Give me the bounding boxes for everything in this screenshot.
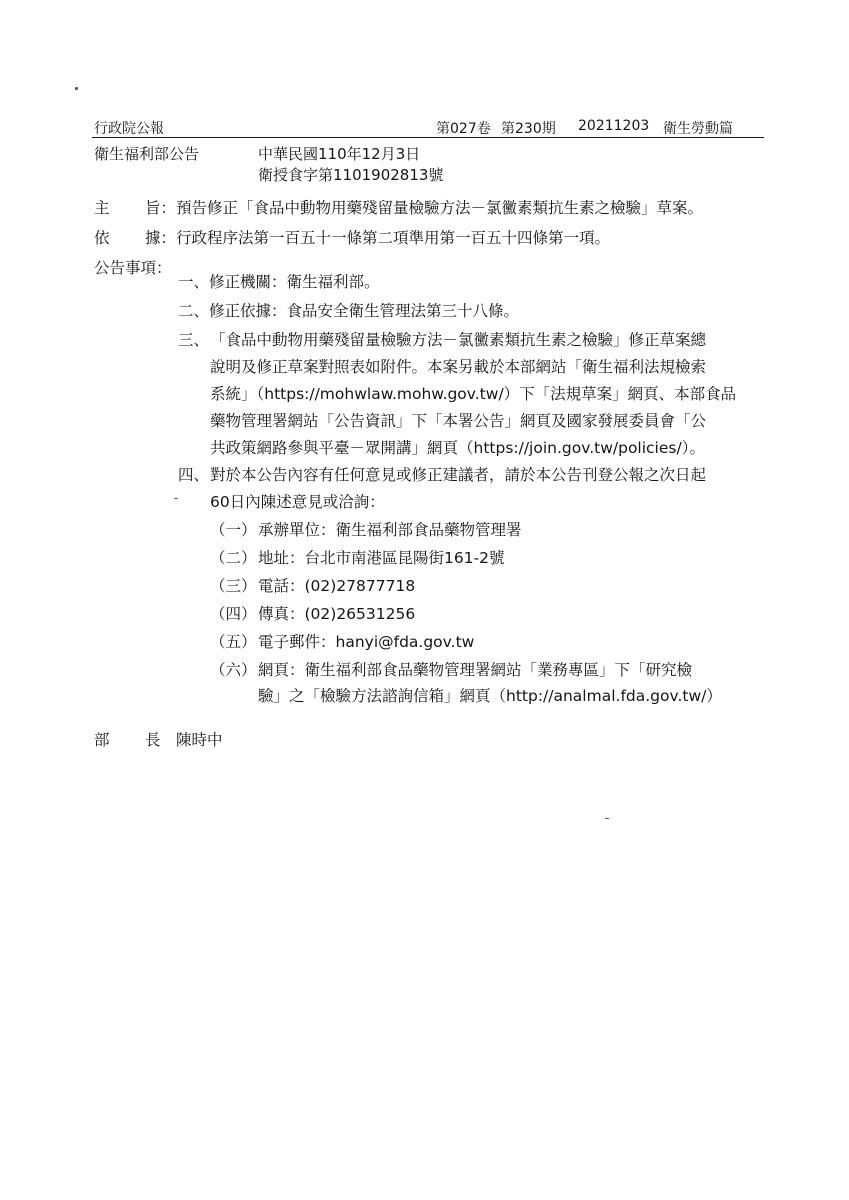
section-label: 衛生勞動篇 (663, 121, 733, 137)
header-rule (92, 137, 764, 138)
signature-title-2: 長 (145, 731, 161, 749)
issuer-name: 衛生福利部公告 (94, 145, 200, 163)
issue-date: 20211203 (578, 118, 650, 134)
basis-text: 行政程序法第一百五十一條第二項準用第一百五十四條第一項。 (176, 229, 611, 247)
subject-text: 預告修正「食品中動物用藥殘留量檢驗方法－氯黴素類抗生素之檢驗」草案。 (176, 199, 704, 217)
item-3-line: 「食品中動物用藥殘留量檢驗方法－氯黴素類抗生素之檢驗」修正草案總 (210, 331, 707, 349)
contact-phone: 電話：(02)27877718 (258, 577, 416, 595)
basis-label-2: 據： (145, 229, 177, 247)
item-3-line: 共政策網路參與平臺－眾開講」網頁（https://join.gov.tw/policies/）。 (210, 439, 705, 457)
issue-label: 第230期 (501, 121, 556, 137)
scan-speck (605, 818, 609, 819)
item-4-line: 對於本公告內容有任何意見或修正建議者，請於本公告刊登公報之次日起 (210, 466, 707, 484)
contact-number: （四） (210, 605, 257, 623)
document-number: 衛授食字第1101902813號 (258, 166, 444, 184)
contact-webpage-cont: 驗」之「檢驗方法諮詢信箱」網頁（http://analmal.fda.gov.tw/） (258, 687, 722, 705)
contact-fax: 傳真：(02)26531256 (258, 605, 416, 623)
contact-number: （五） (210, 633, 257, 651)
contact-number: （一） (210, 521, 257, 539)
basis-label-1: 依 (94, 229, 110, 247)
item-4-line: 60日內陳述意見或洽詢： (210, 493, 385, 511)
subject-label-1: 主 (94, 199, 110, 217)
contact-email: 電子郵件：hanyi@fda.gov.tw (258, 633, 475, 651)
contact-unit: 承辦單位：衛生福利部食品藥物管理署 (258, 521, 522, 539)
item-1: 一、修正機關：衛生福利部。 (178, 273, 380, 291)
announcement-date: 中華民國110年12月3日 (258, 145, 421, 163)
contact-address: 地址：台北市南港區昆陽街161-2號 (258, 549, 505, 567)
volume-label: 第027卷 (436, 121, 491, 137)
item-3-line: 系統」（https://mohwlaw.mohw.gov.tw/）下「法規草案」網頁、本部食品 (210, 385, 737, 403)
item-2: 二、修正依據：食品安全衛生管理法第三十八條。 (178, 302, 520, 320)
contact-webpage: 網頁：衛生福利部食品藥物管理署網站「業務專區」下「研究檢 (258, 661, 693, 679)
notice-label: 公告事項： (94, 259, 172, 277)
contact-number: （六） (210, 661, 257, 679)
signature-title-1: 部 (94, 731, 110, 749)
scan-speck (75, 87, 78, 90)
item-3-number: 三、 (178, 331, 210, 349)
contact-number: （三） (210, 577, 257, 595)
signature-name: 陳時中 (176, 731, 223, 749)
item-3-line: 藥物管理署網站「公告資訊」下「本署公告」網頁及國家發展委員會「公 (210, 412, 707, 430)
scan-speck (174, 498, 178, 499)
contact-number: （二） (210, 549, 257, 567)
subject-label-2: 旨： (145, 199, 177, 217)
gazette-title: 行政院公報 (94, 121, 164, 137)
item-4-number: 四、 (178, 466, 210, 484)
item-3-line: 說明及修正草案對照表如附件。本案另載於本部網站「衛生福利法規檢索 (210, 358, 707, 376)
